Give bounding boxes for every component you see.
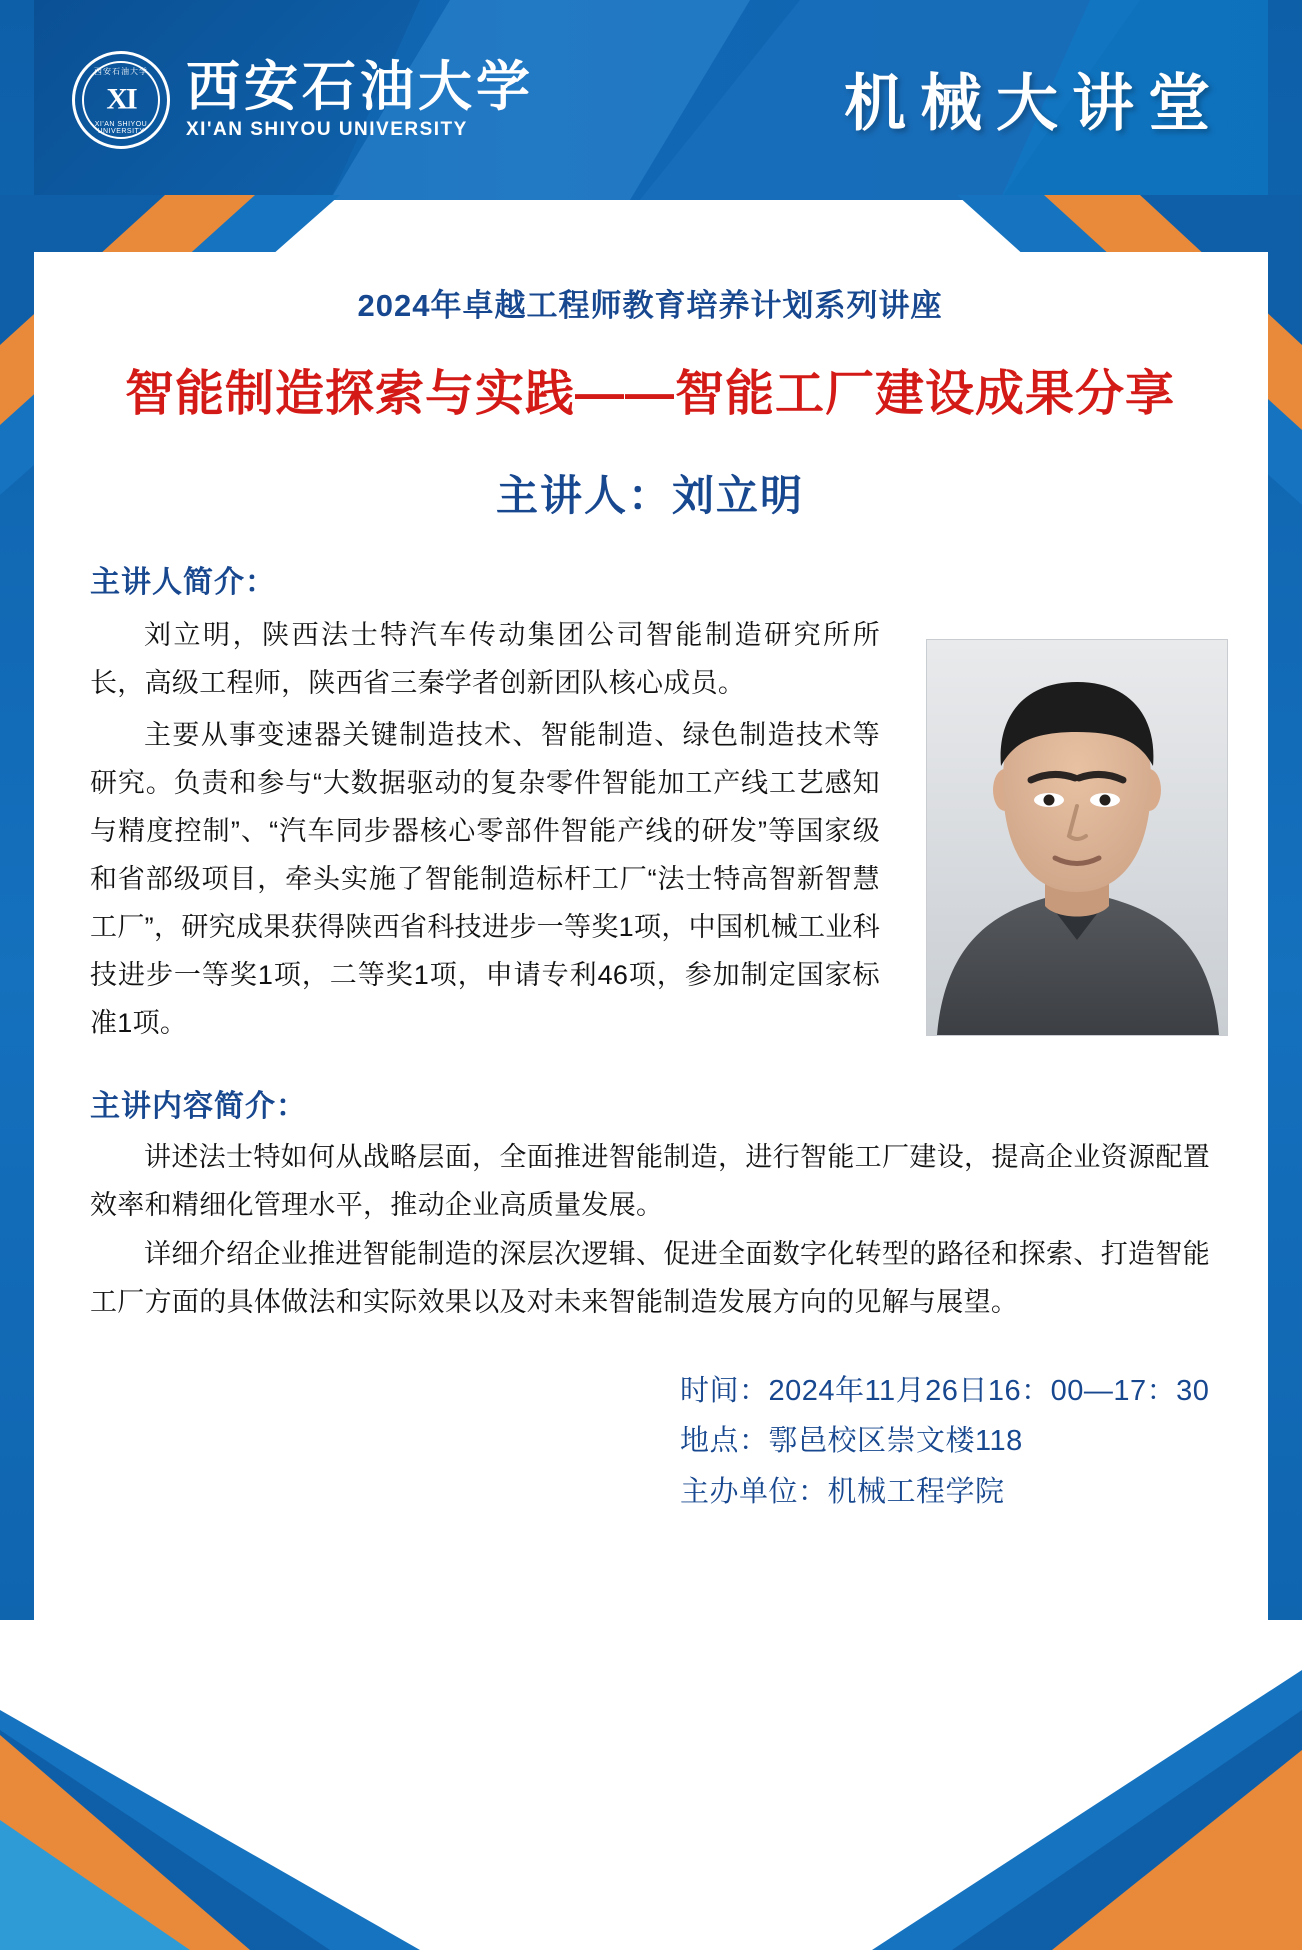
poster-content xyxy=(60,280,1240,1518)
event-place: 地点：鄠邑校区崇文楼118 xyxy=(680,1425,1023,1458)
poster-header xyxy=(0,0,1302,200)
bio-heading: 主讲人简介： xyxy=(90,566,276,599)
event-time: 时间：2024年11月26日16：00—17：30 xyxy=(680,1374,1210,1407)
content-block xyxy=(60,1133,1240,1325)
university-name-en: XI'AN SHIYOU UNIVERSITY xyxy=(186,119,468,141)
bio-block xyxy=(60,611,1240,1047)
seal-top-text: 西安石油大学 xyxy=(94,67,148,76)
university-logo xyxy=(72,51,534,149)
series-subtitle: 2024年卓越工程师教育培养计划系列讲座 xyxy=(357,288,943,323)
content-paragraph-2: 详细介绍企业推进智能制造的深层次逻辑、促进全面数字化转型的路径和探索、打造智能工厂方面的具体做法和实际效果以及对未来智能制造发展方向的见解与展望。 xyxy=(90,1238,1210,1317)
bio-paragraph-2: 主要从事变速器关键制造技术、智能制造、绿色制造技术等研究。负责和参与“大数据驱动的复杂零件智能加工产线工艺感知与精度控制”、“汽车同步器核心零部件智能产线的研发”等国家级和省部级项目，牵头实施了智能制造标杆工厂“法士特高智新智慧工厂”，研究成果获得陕西省科技进步一等奖1项，中国机械工业科技进步一等奖1项，二等奖1项，申请专利46项，参加制定国家标准1项。 xyxy=(90,720,880,1039)
event-meta xyxy=(680,1366,1240,1518)
content-paragraph-1: 讲述法士特如何从战略层面，全面推进智能制造，进行智能工厂建设，提高企业资源配置效率和精细化管理水平，推动企业高质量发展。 xyxy=(90,1142,1210,1221)
bio-paragraph-1: 刘立明，陕西法士特汽车传动集团公司智能制造研究所所长，高级工程师，陕西省三秦学者创新团队核心成员。 xyxy=(90,620,880,699)
seal-bottom-text: XI'AN SHIYOU UNIVERSITY xyxy=(94,121,148,135)
speaker-name: 主讲人：刘立明 xyxy=(495,472,804,519)
university-wordmark xyxy=(186,56,534,142)
university-seal-icon xyxy=(72,51,170,149)
event-host: 主办单位：机械工程学院 xyxy=(680,1476,1005,1509)
lecture-title: 智能制造探索与实践——智能工厂建设成果分享 xyxy=(124,367,1175,421)
content-heading: 主讲内容简介： xyxy=(90,1090,307,1124)
speaker-portrait xyxy=(926,639,1228,1036)
university-name-cn: 西安石油大学 xyxy=(186,56,534,117)
seal-monogram: XI xyxy=(106,82,136,116)
banner-title: 机械大讲堂 xyxy=(843,70,1224,139)
